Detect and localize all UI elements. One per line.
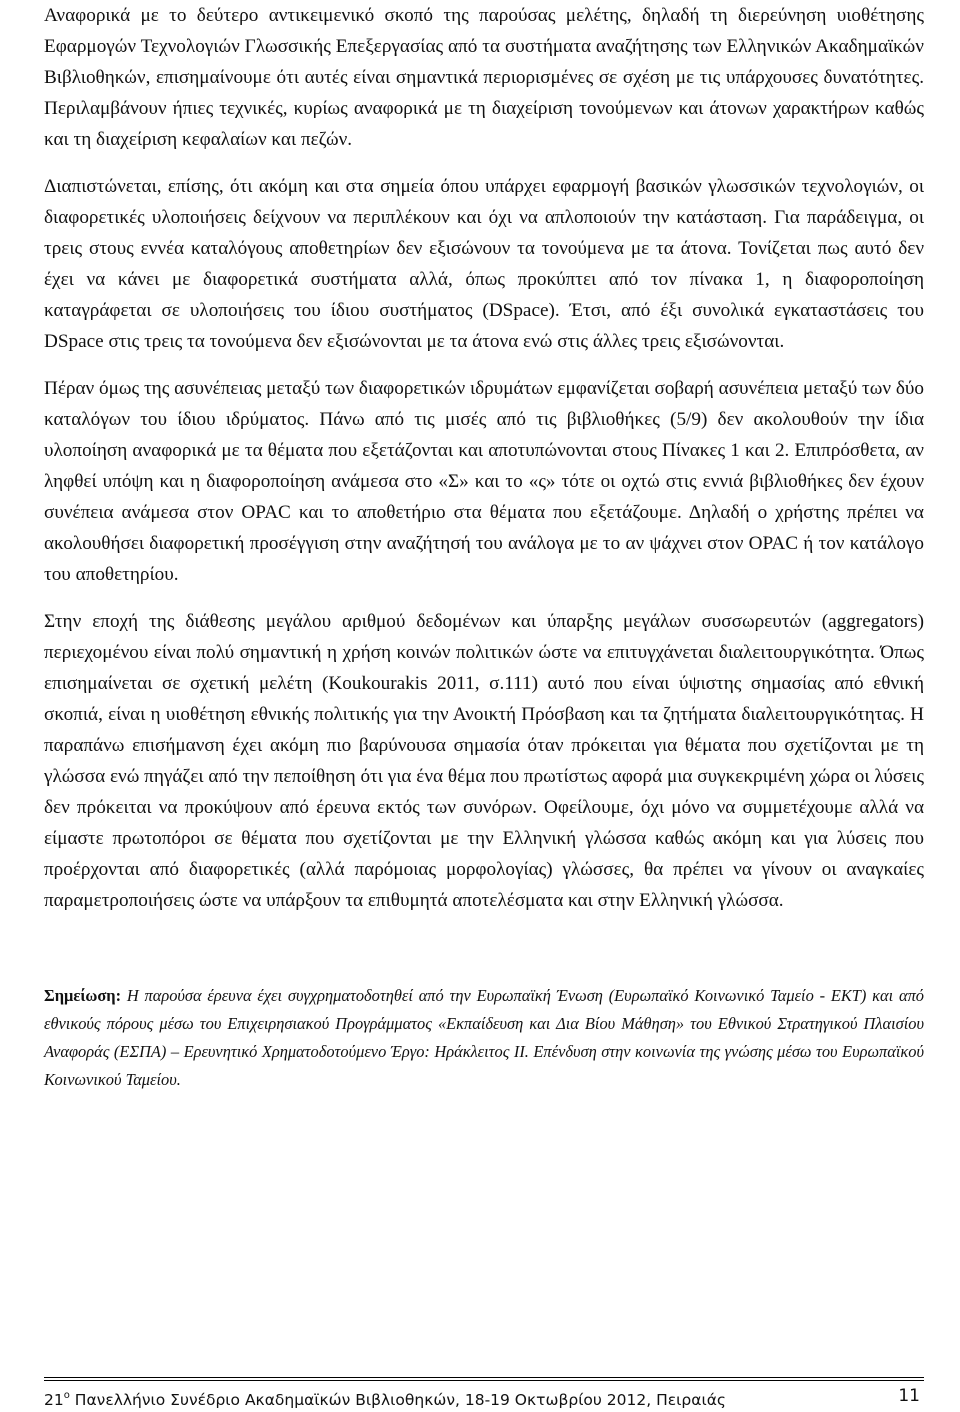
- footer-ordinal-suffix: ο: [63, 1390, 70, 1401]
- footer-conference: [44, 1391, 726, 1409]
- footer-ordinal-number: 21: [44, 1391, 64, 1409]
- paragraph-4: Στην εποχή της διάθεσης μεγάλου αριθμού δεδομένων και ύπαρξης μεγάλων συσσωρευτών (aggregators) περιεχομένου είναι πολύ σημαντική η χρήση κοινών πολιτικών ώστε να επιτυγχάνεται διαλειτουργικότητα. Όπως επισημαίνεται σε σχετική μελέτη (Koukourakis 2011, σ.111) αυτό που είναι ύψιστης σημασίας από εθνική σκοπιά, είναι η υιοθέτηση εθνικής πολιτικής για την Ανοικτή Πρόσβαση και τα ζητήματα διαλειτουργικότητας. Η παραπάνω επισήμανση έχει ακόμη πιο βαρύνουσα σημασία όταν πρόκειται για θέματα που σχετίζονται με τη γλώσσα ενώ πηγάζει από την πεποίθηση ότι για ένα θέμα που πρωτίστως αφορά μια συγκεκριμένη χώρα οι λύσεις δεν πρόκειται να προκύψουν από έρευνα εκτός των συνόρων. Οφείλουμε, όχι μόνο να συμμετέχουμε αλλά να είμαστε πρωτοπόροι σε θέματα που σχετίζονται με την Ελληνική γλώσσα καθώς ακόμη και για λύσεις που προέρχονται από διαφορετικές (αλλά παρόμοιας μορφολογίας) γλώσσες, θα πρέπει να γίνουν οι αναγκαίες παραμετροποιήσεις ώστε να υπάρξουν τα επιθυμητά αποτελέσματα και στην Ελληνική γλώσσα.: [44, 611, 924, 911]
- funding-note: [44, 982, 924, 1094]
- page-number: 11: [898, 1386, 920, 1406]
- paragraph-3: Πέραν όμως της ασυνέπειας μεταξύ των διαφορετικών ιδρυμάτων εμφανίζεται σοβαρή ασυνέπεια μεταξύ των δύο καταλόγων του ίδιου ιδρύματος. Πάνω από τις μισές από τις βιβλιοθήκες (5/9) δεν ακολουθούν την ίδια υλοποίηση αναφορικά με τα θέματα που εξετάζονται και αποτυπώνονται στους Πίνακες 1 και 2. Επιπρόσθετα, αν ληφθεί υπόψη και η διαφοροποίηση ανάμεσα στο «Σ» και το «ς» τότε οι οχτώ στις εννιά βιβλιοθήκες δεν έχουν συνέπεια ανάμεσα στον OPAC και το αποθετήριο στα θέματα που εξετάζουμε. Δηλαδή ο χρήστης πρέπει να ακολουθήσει διαφορετική προσέγγιση στην αναζήτησή του ανάλογα με το αν ψάχνει στον OPAC ή τον κατάλογο του αποθετηρίου.: [44, 378, 924, 585]
- document-body: [44, 0, 924, 1094]
- page-footer: [44, 1384, 924, 1412]
- note-label: Σημείωση:: [44, 986, 122, 1005]
- paragraph-1: Αναφορικά με το δεύτερο αντικειμενικό σκοπό της παρούσας μελέτης, δηλαδή τη διερεύνηση υιοθέτησης Εφαρμογών Τεχνολογιών Γλωσσικής Επεξεργασίας από τα συστήματα αναζήτησης των Ελληνικών Ακαδημαϊκών Βιβλιοθηκών, επισημαίνουμε ότι αυτές είναι σημαντικά περιορισμένες σε σχέση με τις υπάρχουσες δυνατότητες. Περιλαμβάνουν ήπιες τεχνικές, κυρίως αναφορικά με τη διαχείριση τονούμενων και άτονων χαρακτήρων καθώς και τη διαχείριση κεφαλαίων και πεζών.: [44, 5, 924, 150]
- footer-divider: [44, 1377, 924, 1378]
- footer-conference-title: Πανελλήνιο Συνέδριο Ακαδημαϊκών Βιβλιοθηκών, 18-19 Οκτωβρίου 2012, Πειραιάς: [69, 1391, 727, 1409]
- note-text: Η παρούσα έρευνα έχει συγχρηματοδοτηθεί από την Ευρωπαϊκή Ένωση (Ευρωπαϊκό Κοινωνικό Ταμείο - ΕΚΤ) και από εθνικούς πόρους μέσω του Επιχειρησιακού Προγράμματος «Εκπαίδευση και Δια Βίου Μάθηση» του Εθνικού Στρατηγικού Πλαισίου Αναφοράς (ΕΣΠΑ) – Ερευνητικό Χρηματοδοτούμενο Έργο: Ηράκλειτος ΙΙ. Επένδυση στην κοινωνία της γνώσης μέσω του Ευρωπαϊκού Κοινωνικού Ταμείου.: [44, 986, 924, 1089]
- paragraph-2: Διαπιστώνεται, επίσης, ότι ακόμη και στα σημεία όπου υπάρχει εφαρμογή βασικών γλωσσικών τεχνολογιών, οι διαφορετικές υλοποιήσεις δείχνουν να περιπλέκουν και όχι να απλοποιούν την κατάσταση. Για παράδειγμα, οι τρεις στους εννέα καταλόγους αποθετηρίων δεν εξισώνουν τα τονούμενα με τα άτονα. Τονίζεται πως αυτό δεν έχει να κάνει με διαφορετικά συστήματα αλλά, όπως προκύπτει από τον πίνακα 1, η διαφοροποίηση καταγράφεται σε υλοποιήσεις του ίδιου συστήματος (DSpace). Έτσι, από έξι συνολικά εγκαταστάσεις του DSpace στις τρεις τα τονούμενα δεν εξισώνονται με τα άτονα ενώ στις άλλες τρεις εξισώνονται.: [44, 176, 924, 352]
